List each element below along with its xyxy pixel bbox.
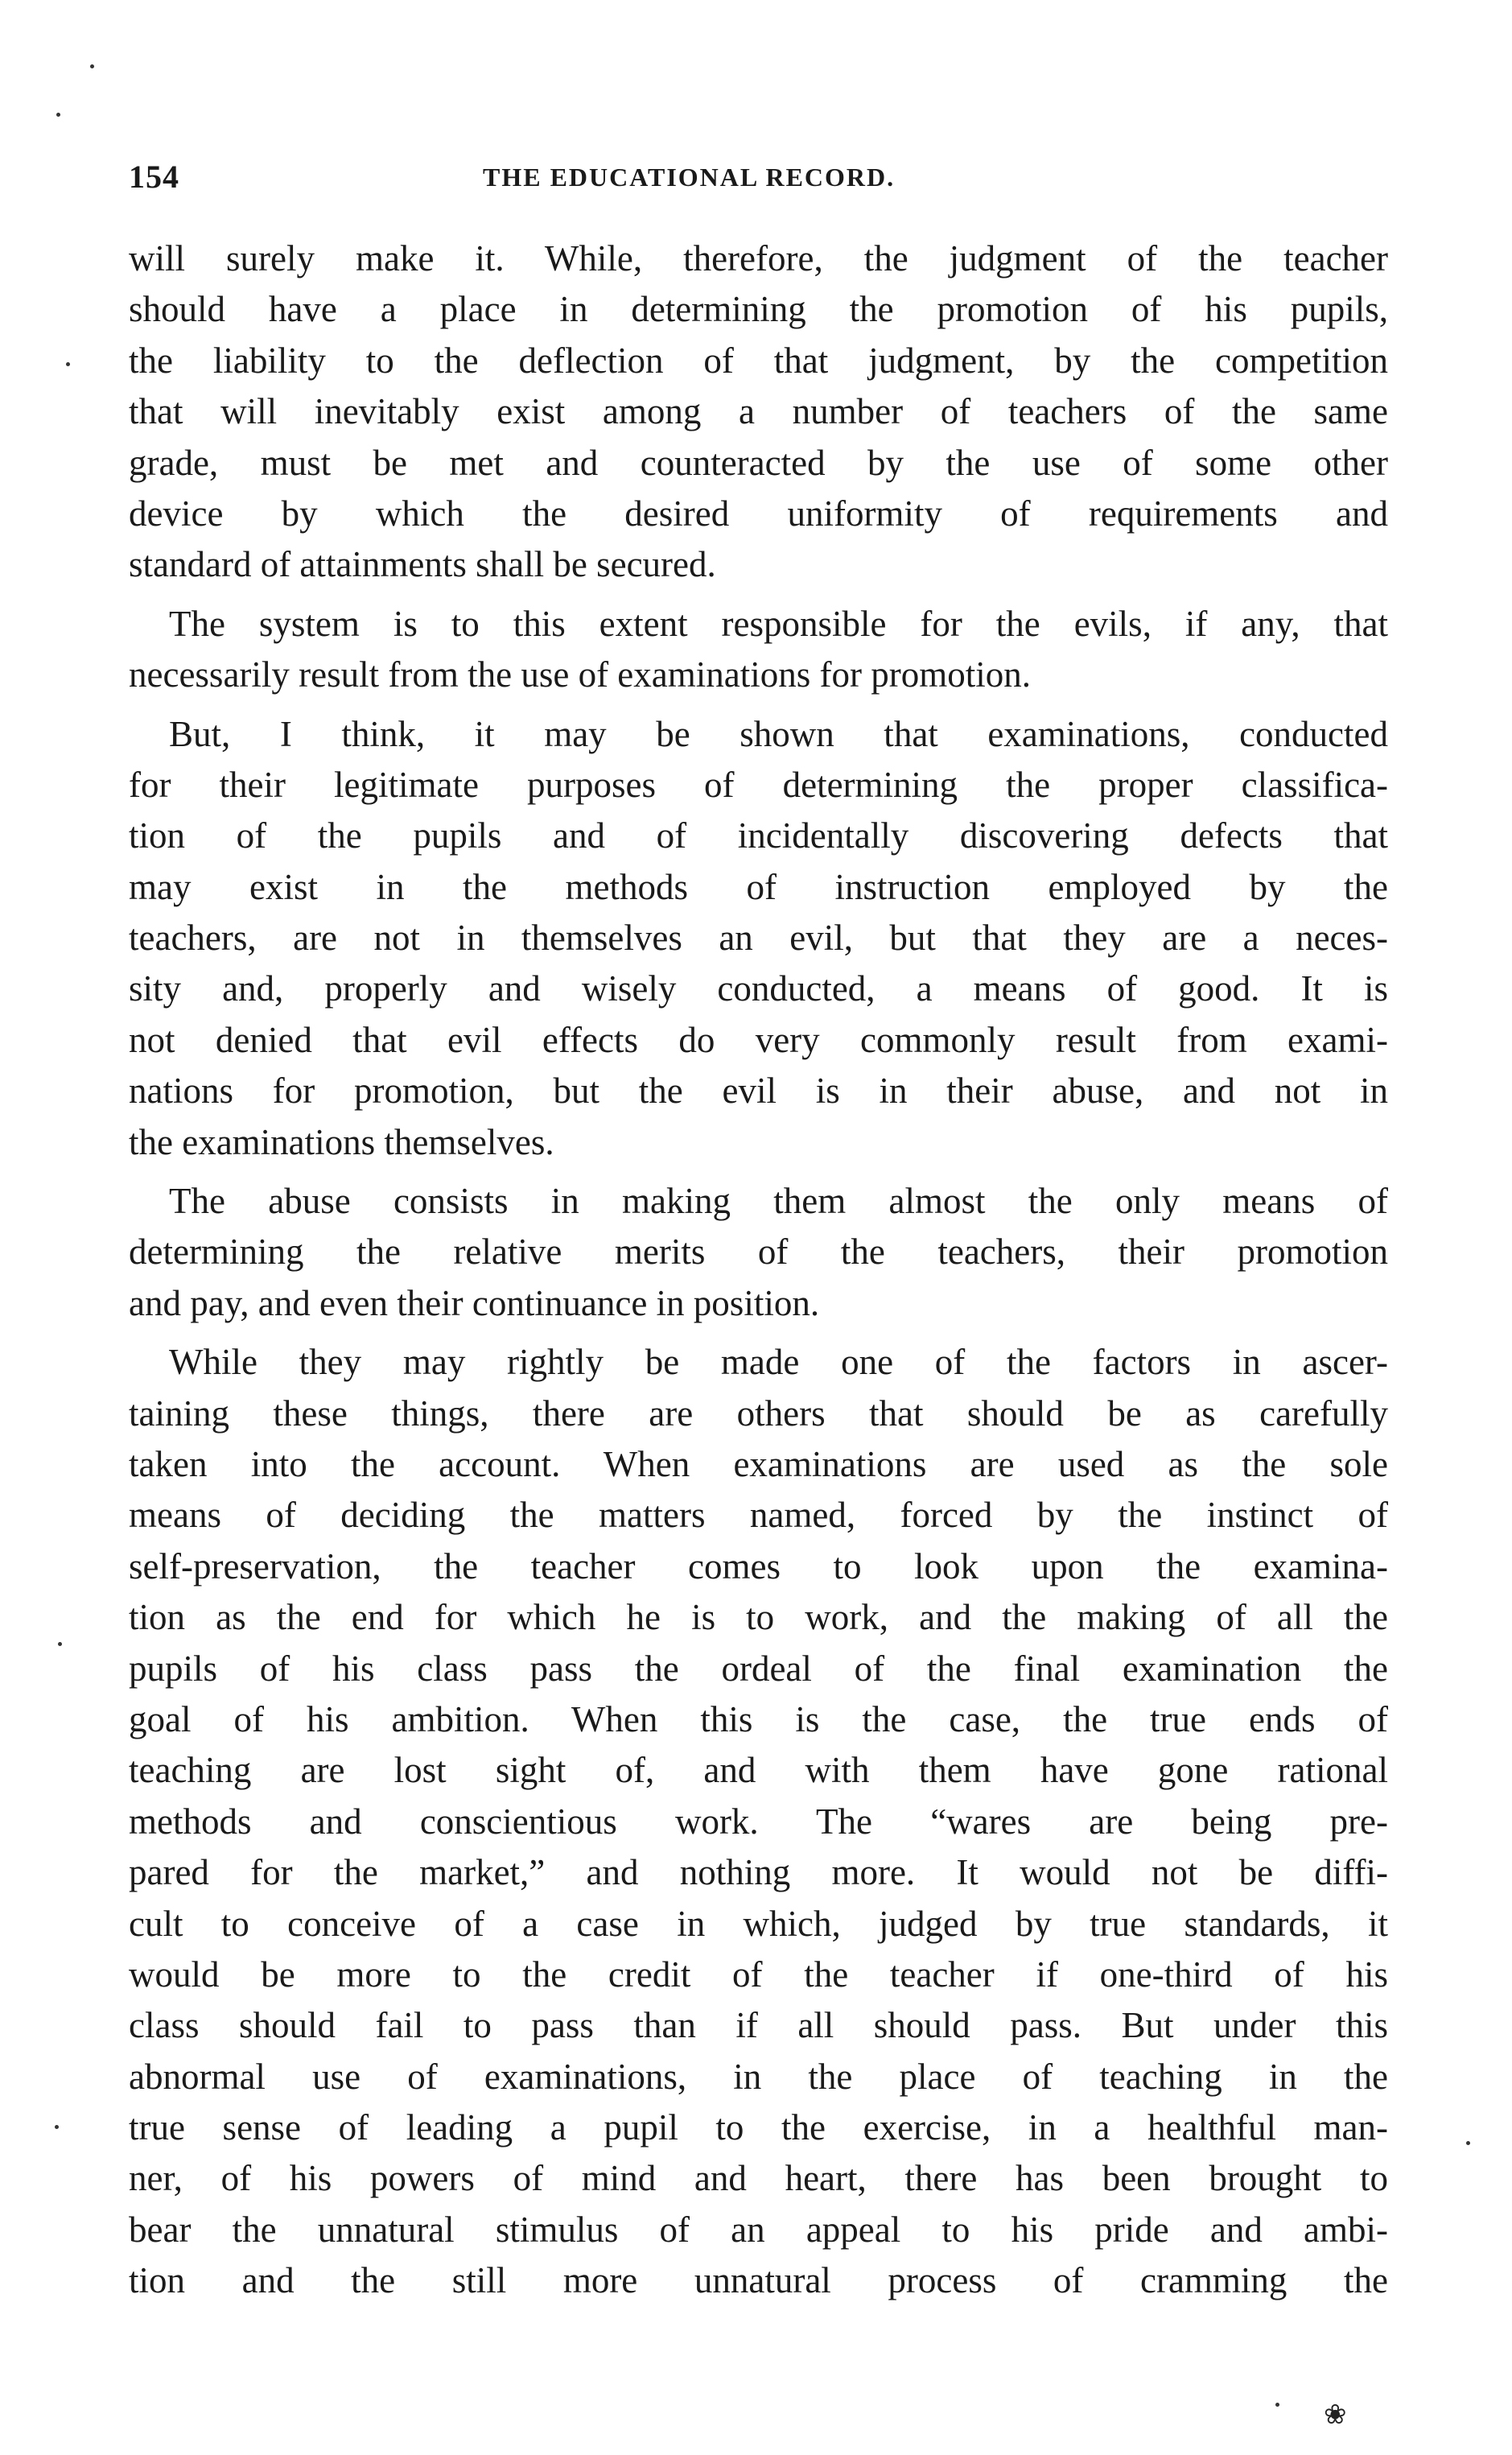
text-line: teachers, are not in themselves an evil, but that they are a neces- [129, 918, 1388, 959]
text-line: taken into the account. When examinations are used as the sole [129, 1443, 1388, 1484]
text-line: nations for promotion, but the evil is in their abuse, and not in [129, 1071, 1388, 1112]
scan-speck [1275, 2403, 1279, 2407]
text-line: that will inevitably exist among a number of teachers of the same [129, 391, 1388, 432]
body-text [129, 233, 1388, 2307]
scan-speck [58, 1642, 62, 1646]
page-number: 154 [129, 159, 179, 195]
text-line: abnormal use of examinations, in the place of teaching in the [129, 2056, 1388, 2097]
text-line: should have a place in determining the promotion of his pupils, [129, 289, 1388, 330]
text-line: necessarily result from the use of examinations for promotion. [129, 654, 1031, 695]
text-line: not denied that evil effects do very commonly result from exami- [129, 1019, 1388, 1060]
text-line: for their legitimate purposes of determining the proper classifica- [129, 764, 1388, 805]
scan-speck [55, 2125, 59, 2129]
text-line: true sense of leading a pupil to the exercise, in a healthful man- [129, 2107, 1388, 2148]
text-line: methods and conscientious work. The “wares are being pre- [129, 1801, 1388, 1842]
text-line: But, I think, it may be shown that examinations, conducted [169, 713, 1388, 754]
text-line: tion and the still more unnatural process of cramming the [129, 2260, 1388, 2301]
text-line: sity and, properly and wisely conducted, a means of good. It is [129, 968, 1388, 1009]
scan-speck [1466, 2141, 1470, 2145]
text-line: tion as the end for which he is to work, and the making of all the [129, 1597, 1388, 1638]
text-line: bear the unnatural stimulus of an appeal to his pride and ambi- [129, 2209, 1388, 2250]
text-line: pupils of his class pass the ordeal of the final examination the [129, 1648, 1388, 1689]
text-line: standard of attainments shall be secured. [129, 544, 716, 585]
text-line: pared for the market,” and nothing more. It would not be diffi- [129, 1852, 1388, 1893]
text-line: will surely make it. While, therefore, the judgment of the teacher [129, 238, 1388, 279]
paragraph [129, 233, 1388, 591]
text-line: cult to conceive of a case in which, judged by true standards, it [129, 1903, 1388, 1944]
text-line: ner, of his powers of mind and heart, there has been brought to [129, 2158, 1388, 2199]
paragraph [129, 1176, 1388, 1329]
scan-speck [56, 113, 60, 117]
ornament-icon: ❀ [1324, 2400, 1347, 2430]
text-line: self-preservation, the teacher comes to look upon the examina- [129, 1545, 1388, 1586]
text-line: determining the relative merits of the teachers, their promotion [129, 1232, 1388, 1273]
paragraph [129, 1337, 1388, 2306]
text-line: class should fail to pass than if all should pass. But under this [129, 2005, 1388, 2046]
text-line: grade, must be met and counteracted by the use of some other [129, 442, 1388, 483]
text-line: The abuse consists in making them almost the only means of [169, 1181, 1388, 1222]
text-line: taining these things, there are others that should be as carefully [129, 1393, 1388, 1434]
text-line: and pay, and even their continuance in position. [129, 1282, 820, 1323]
paragraph [129, 709, 1388, 1169]
text-line: While they may rightly be made one of the factors in ascer- [169, 1342, 1388, 1383]
text-line: device by which the desired uniformity of requirements and [129, 493, 1388, 534]
text-line: would be more to the credit of the teacher if one-third of his [129, 1954, 1388, 1995]
running-head: THE EDUCATIONAL RECORD. [483, 163, 896, 192]
scan-speck [90, 64, 94, 68]
text-line: goal of his ambition. When this is the case, the true ends of [129, 1698, 1388, 1739]
page-header [129, 158, 1384, 198]
text-line: tion of the pupils and of incidentally discovering defects that [129, 815, 1388, 856]
scan-speck [66, 362, 70, 366]
text-line: the examinations themselves. [129, 1121, 554, 1162]
text-line: the liability to the deflection of that judgment, by the competition [129, 340, 1388, 381]
text-line: teaching are lost sight of, and with them have gone rational [129, 1750, 1388, 1791]
text-line: may exist in the methods of instruction employed by the [129, 866, 1388, 907]
paragraph [129, 599, 1388, 701]
text-line: means of deciding the matters named, forced by the instinct of [129, 1495, 1388, 1536]
text-line: The system is to this extent responsible for the evils, if any, that [169, 603, 1388, 644]
